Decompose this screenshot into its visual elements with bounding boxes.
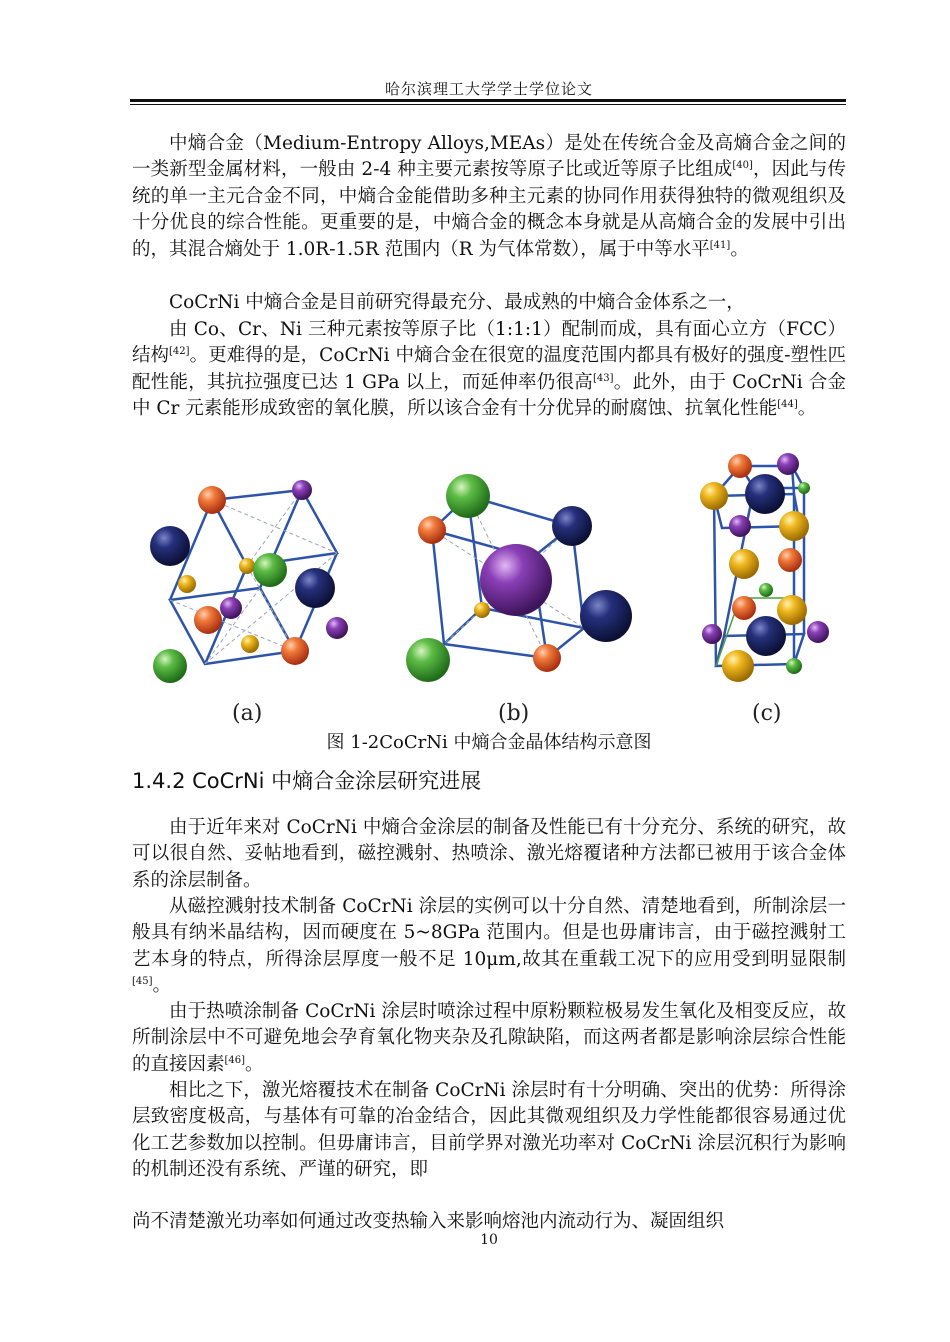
panel-c-label: (c): [752, 701, 782, 726]
citation-ref: [41]: [709, 239, 731, 251]
crystal-structure-illustration: [132, 448, 846, 728]
section-heading: 1.4.2 CoCrNi 中熵合金涂层研究进展: [132, 769, 482, 793]
citation-ref: [44]: [777, 399, 798, 411]
body-paragraph-4: 相比之下，激光熔覆技术在制备 CoCrNi 涂层时有十分明确、突出的优势：所得涂层致密度极高，与基体有可靠的冶金结合，因此其微观组织及力学性能都很容易通过优化工艺参数加以控制。但毋庸讳言，目前学界对激光功率对 CoCrNi 涂层沉积行为影响的机制还没有系统、严谨的研究，即: [132, 1080, 846, 1181]
citation-ref: [40]: [732, 160, 753, 172]
panel-a-label: (a): [232, 701, 263, 726]
page-number: 10: [480, 1232, 498, 1248]
panel-b: [406, 474, 632, 726]
citation-ref: [43]: [592, 372, 614, 384]
citation-ref: [46]: [224, 1054, 246, 1066]
header-rule-thick: [130, 99, 846, 102]
body-paragraph-5: 尚不清楚激光功率如何通过改变热输入来影响熔池内流动行为、凝固组织: [132, 1211, 725, 1232]
citation-ref: [45]: [132, 976, 153, 988]
panel-a: [150, 480, 348, 726]
header-rule-thin: [130, 104, 846, 105]
intro-paragraph-2: CoCrNi 中熵合金是目前研究得最充分、最成熟的中熵合金体系之一，: [169, 292, 745, 313]
figure-caption: 图 1-2CoCrNi 中熵合金晶体结构示意图: [326, 732, 652, 753]
panel-b-label: (b): [498, 701, 530, 726]
crystal-structure-figure: [132, 448, 846, 728]
running-header: 哈尔滨理工大学学士学位论文: [384, 80, 593, 98]
citation-ref: [42]: [169, 346, 190, 358]
body-paragraph-3: 由于热喷涂制备 CoCrNi 涂层时喷涂过程中原粉颗粒极易发生氧化及相变反应，故所制涂层中不可避免地会孕育氧化物夹杂及孔隙缺陷，而这两者都是影响涂层综合性能的直接因素[46]。: [132, 1001, 846, 1075]
panel-c: [700, 453, 829, 726]
body-paragraph-2: 从磁控溅射技术制备 CoCrNi 涂层的实例可以十分自然、清楚地看到，所制涂层一般具有纳米晶结构，因而硬度在 5~8GPa 范围内。但是也毋庸讳言，由于磁控溅射工艺本身的特点，所得涂层厚度一般不足 10μm,故其在重载工况下的应用受到明显限制[45]。: [132, 896, 846, 997]
body-paragraph-1: 由于近年来对 CoCrNi 中熵合金涂层的制备及性能已有十分充分、系统的研究，故可以很自然、妥帖地看到，磁控溅射、热喷涂、激光熔覆诸种方法都已被用于该合金体系的涂层制备。: [132, 817, 846, 891]
intro-paragraph-3: 由 Co、Cr、Ni 三种元素按等原子比（1:1:1）配制而成，具有面心立方（FCC）结构[42]。更难得的是，CoCrNi 中熵合金在很宽的温度范围内都具有极好的强度-塑性匹配性能，其抗拉强度已达 1 GPa 以上，而延伸率仍很高[43]。此外，由于 CoCrNi 合金中 Cr 元素能形成致密的氧化膜，所以该合金有十分优异的耐腐蚀、抗氧化性能[44]。: [132, 319, 846, 420]
intro-paragraph-1: 中熵合金（Medium-Entropy Alloys,MEAs）是处在传统合金及高熵合金之间的一类新型金属材料，一般由 2-4 种主要元素按等原子比或近等原子比组成[40]，因此与传统的单一主元合金不同，中熵合金能借助多种主元素的协同作用获得独特的微观组织及十分优良的综合性能。更重要的是，中熵合金的概念本身就是从高熵合金的发展中引出的，其混合熵处于 1.0R-1.5R 范围内（R 为气体常数），属于中等水平[41]。: [132, 133, 846, 260]
